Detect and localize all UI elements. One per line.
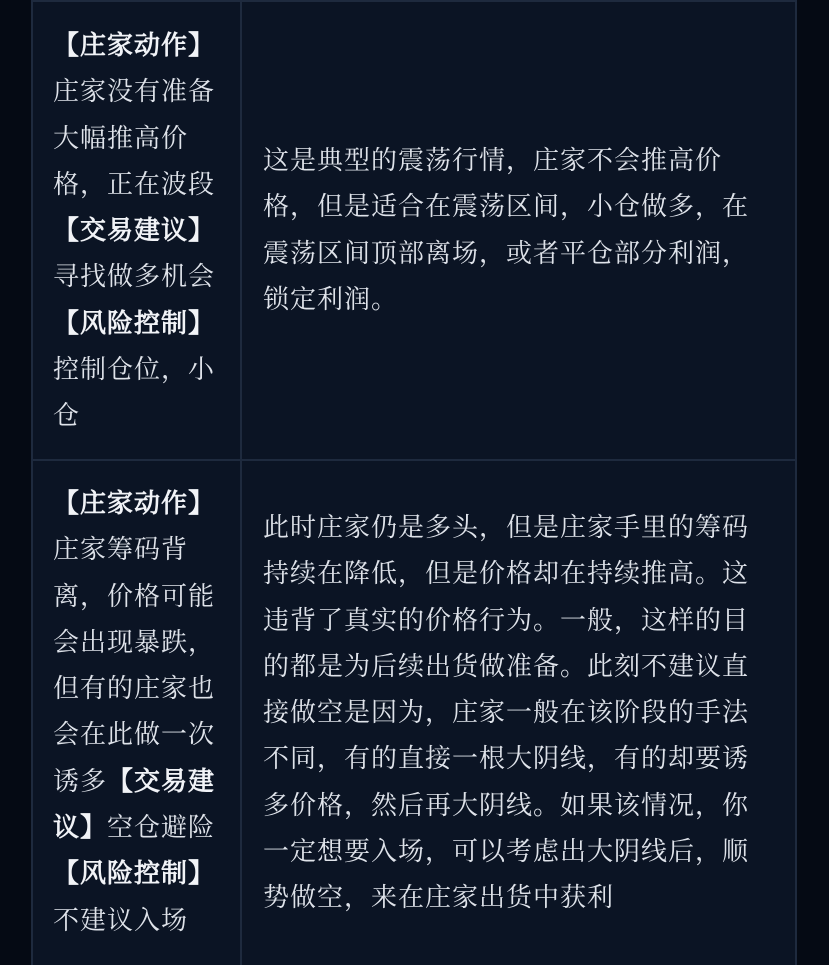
explanation-cell — [242, 461, 795, 965]
risk-heading: 【风险控制】 — [53, 308, 216, 339]
strategy-text — [53, 23, 229, 440]
explanation-text: 这是典型的震荡行情，庄家不会推高价格，但是适合在震荡区间，小仓做多，在震荡区间顶部离场，或者平仓部分利润，锁定利润。 — [263, 146, 750, 315]
action-text: 庄家没有准备大幅推高价格，正在波段 — [53, 77, 216, 200]
suggestion-heading: 【交易建议】 — [53, 216, 216, 247]
suggestion-heading: 【交易建议】 — [53, 766, 216, 844]
action-heading: 【庄家动作】 — [53, 31, 216, 61]
explanation-cell — [242, 2, 795, 459]
strategy-table — [31, 0, 797, 965]
action-text: 庄家筹码背离，价格可能会出现暴跌，但有的庄家也会在此做一次诱多 — [53, 535, 216, 797]
table-row — [33, 461, 795, 965]
strategy-cell — [33, 461, 242, 965]
strategy-text — [53, 481, 229, 944]
action-heading: 【庄家动作】 — [53, 489, 216, 519]
strategy-cell — [33, 2, 242, 459]
suggestion-text: 空仓避险 — [107, 813, 216, 844]
explanation-text: 此时庄家仍是多头，但是庄家手里的筹码持续在降低，但是价格却在持续推高。这违背了真实的价格行为。一般，这样的目的都是为后续出货做准备。此刻不建议直接做空是因为，庄家一般在该阶段的手法不同，有的直接一根大阴线，有的却要诱多价格，然后再大阴线。如果该情况，你一定想要入场，可以考虑出大阴线后，顺势做空，来在庄家出货中获利 — [263, 513, 750, 914]
risk-text: 不建议入场 — [53, 905, 189, 936]
suggestion-text: 寻找做多机会 — [53, 262, 216, 293]
risk-text: 控制仓位，小仓 — [53, 355, 216, 432]
risk-heading: 【风险控制】 — [53, 859, 216, 890]
table-row — [33, 0, 795, 461]
